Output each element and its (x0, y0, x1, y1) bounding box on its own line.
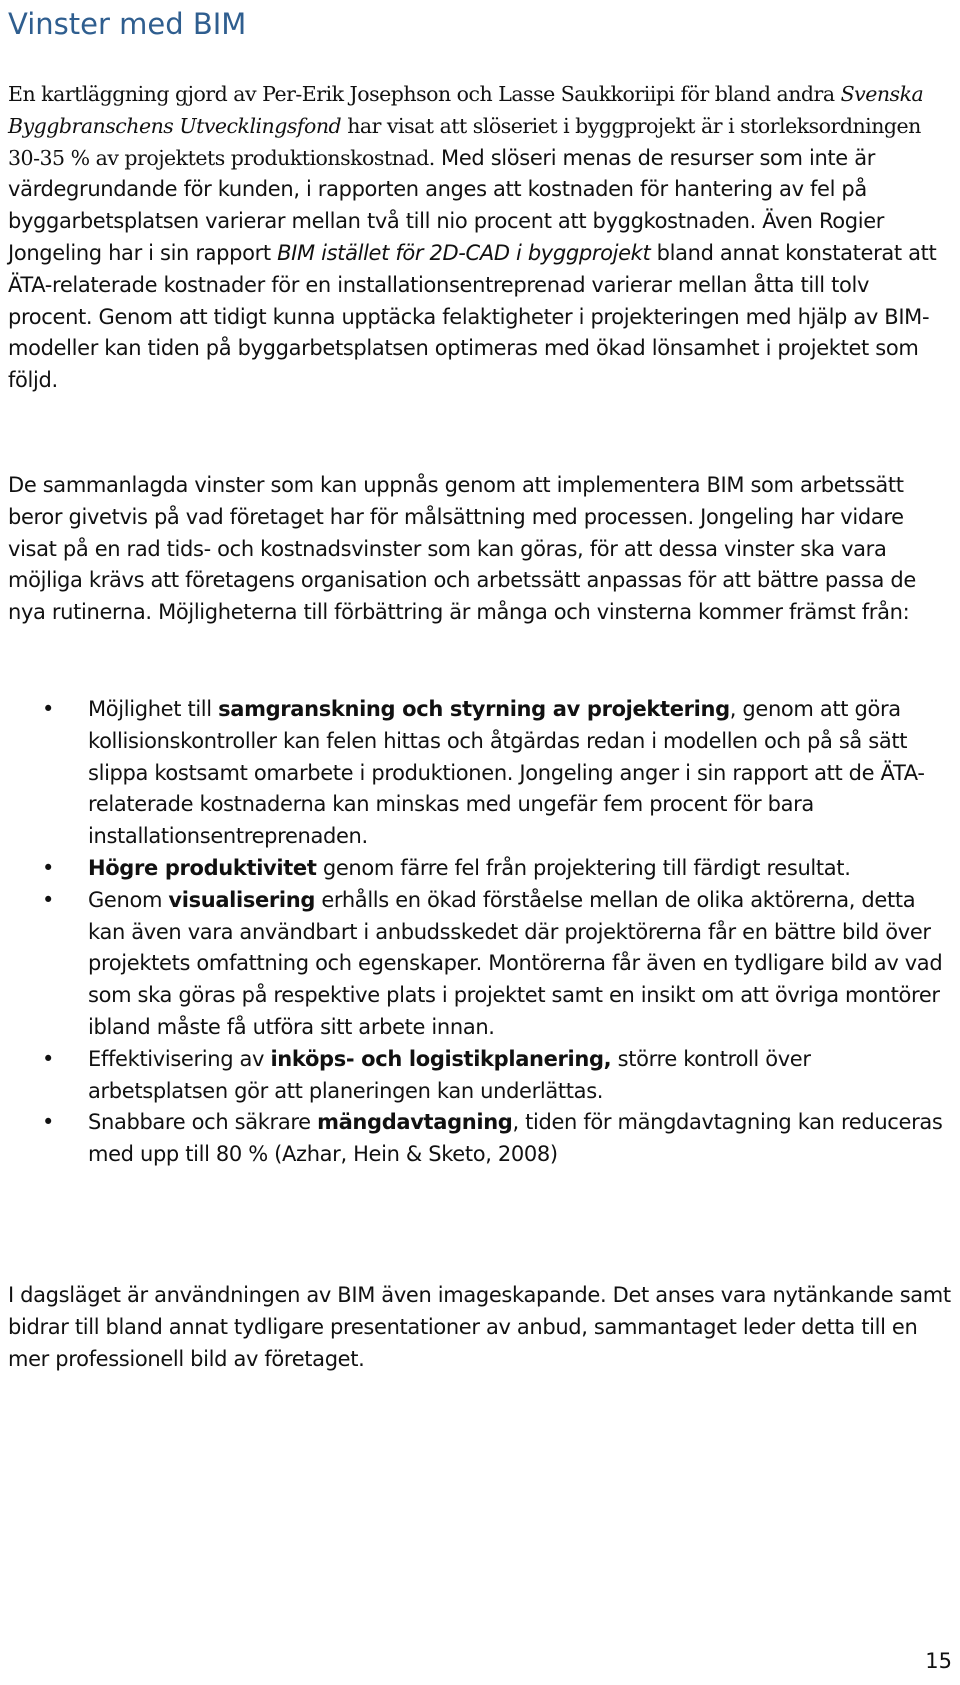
list-item-text: Genom (88, 887, 169, 912)
list-item (8, 885, 952, 1044)
list-item-text: Effektivisering av (88, 1046, 271, 1071)
list-item (8, 1044, 952, 1108)
list-item (8, 1107, 952, 1171)
list-item-bold: mängdavtagning (317, 1110, 513, 1135)
page-number: 15 (925, 1649, 952, 1673)
paragraph-intro-italic-report: BIM istället för 2D-CAD i byggprojekt (277, 240, 651, 265)
list-item (8, 694, 952, 853)
list-item-text: erhålls en ökad förståelse mellan de olika aktörerna, detta kan även vara användbart i anbudsskedet där projektörerna får en bättre bild över projektets omfattning och egenskaper. Montörerna får även en tydligare bild av vad som ska göras på respektive plats i projektet samt en insikt om att övriga montörer ibland måste få utföra sitt arbete innan. (88, 887, 943, 1039)
section-heading: Vinster med BIM (8, 7, 247, 41)
paragraph-intro-part4: bland annat konstaterat att ÄTA-relaterade kostnader för en installationsentreprenad varierar mellan åtta till tolv procent. Genom att tidigt kunna upptäcka felaktigheter i projekteringen med hjälp av BIM-modeller kan tiden på byggarbetsplatsen optimeras med ökad lönsamhet i projektet som följd. (8, 240, 937, 393)
list-item-text: Snabbare och säkrare (88, 1110, 318, 1135)
paragraph-image: I dagsläget är användningen av BIM även imageskapande. Det anses vara nytänkande samt bidrar till bland annat tydligare presentationer av anbud, sammantaget leder detta till en mer professionell bild av företaget. (8, 1283, 951, 1371)
paragraph-intro-italic-fund: Svenska Byggbranschens Utvecklingsfond (8, 82, 924, 138)
list-item-text: genom färre fel från projektering till färdigt resultat. (316, 855, 851, 880)
paragraph-intro (8, 79, 952, 397)
list-item-bold: Högre produktivitet (88, 855, 317, 880)
list-item-bold: visualisering (168, 887, 316, 912)
list-item-bold: samgranskning och styrning av projektering (218, 697, 730, 721)
paragraph-gains: De sammanlagda vinster som kan uppnås genom att implementera BIM som arbetssätt beror givetvis på vad företaget har för målsättning med processen. Jongeling har vidare visat på en rad tids- och kostnadsvinster som kan göras, för att dessa vinster ska vara möjliga krävs att företagens organisation och arbetssätt anpassas för att bättre passa de nya rutinerna. Möjligheterna till förbättring är många och vinsterna kommer främst från: (8, 473, 916, 625)
paragraph-intro-part1: En kartläggning gjord av Per-Erik Josephson och Lasse Saukkoriipi för bland andra (8, 82, 841, 106)
list-item (8, 853, 952, 885)
paragraph-intro-part3: Med slöseri menas de resurser som inte är värdegrundande för kunden, i rapporten anges att kostnaden för hantering av fel på byggarbetsplatsen varierar mellan två till nio procent att byggkostnaden. Även Rogier Jongeling har i sin rapport (8, 145, 885, 265)
list-item-text: , tiden för mängdavtagning kan reduceras med upp till 80 % (Azhar, Hein & Sketo, 2008) (88, 1110, 943, 1167)
paragraph-intro-part2: har visat att slöseriet i byggprojekt är i storleksordningen 30-35 % av projektets produktionskostnad. (8, 113, 921, 170)
list-item-text: Möjlighet till (88, 697, 219, 721)
list-item-text: , genom att göra kollisionskontroller kan felen hittas och åtgärdas redan i modellen och på så sätt slippa kostsamt omarbete i produktionen. Jongeling anger i sin rapport att de ÄTA-relaterade kostnaderna kan minskas med ungefär fem procent för bara installationsentreprenaden. (88, 697, 925, 849)
list-item-bold: inköps- och logistikplanering, (270, 1046, 612, 1071)
list-item-text: större kontroll över arbetsplatsen gör att planeringen kan underlättas. (88, 1046, 811, 1103)
benefits-list (8, 694, 952, 1171)
